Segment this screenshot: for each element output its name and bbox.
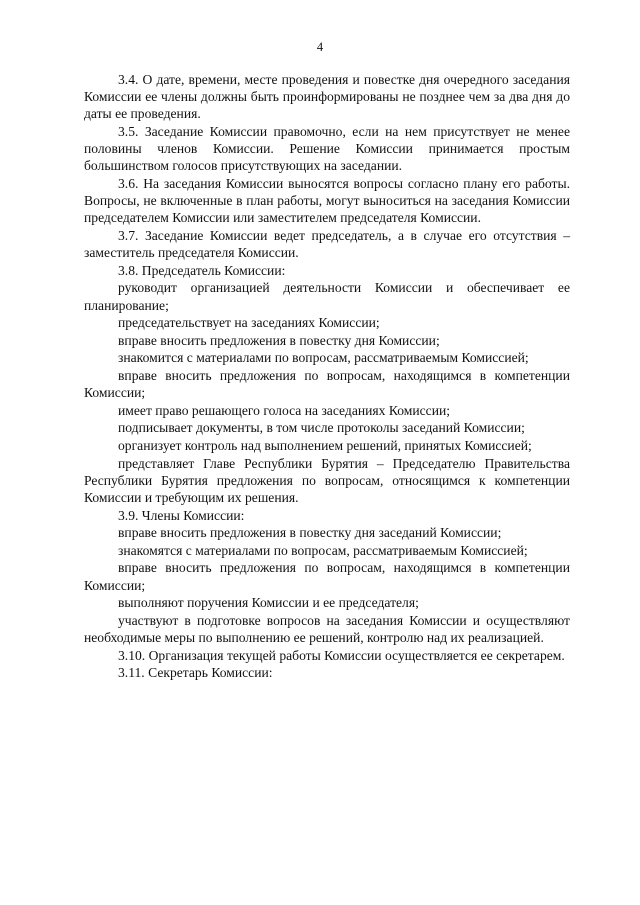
list-item: участвуют в подготовке вопросов на заседания Комиссии и осуществляют необходимые меры по выполнению ее решений, контролю над их реализацией. — [84, 612, 570, 645]
list-item: вправе вносить предложения по вопросам, находящимся в компетенции Комиссии; — [84, 560, 570, 593]
paragraph-3-10: 3.10. Организация текущей работы Комиссии осуществляется ее секретарем. — [118, 647, 565, 663]
list-item: имеет право решающего голоса на заседаниях Комиссии; — [118, 402, 451, 418]
paragraph-3-6: 3.6. На заседания Комиссии выносятся вопросы согласно плану его работы. Вопросы, не включенные в план работы, могут выноситься на заседания Комиссии председателем Комиссии или заместителем председателя Комиссии. — [84, 176, 570, 226]
paragraph-3-7: 3.7. Заседание Комиссии ведет председатель, а в случае его отсутствия – заместитель председателя Комиссии. — [84, 228, 570, 261]
page-number: 4 — [316, 40, 324, 54]
paragraph-3-8: 3.8. Председатель Комиссии: — [118, 262, 286, 278]
list-item: знакомится с материалами по вопросам, рассматриваемым Комиссией; — [118, 350, 529, 366]
paragraph-3-4: 3.4. О дате, времени, месте проведения и повестке дня очередного заседания Комиссии ее члены должны быть проинформированы не позднее чем за два дня до даты ее проведения. — [84, 72, 570, 122]
list-item: руководит организацией деятельности Комиссии и обеспечивает ее планирование; — [84, 280, 570, 313]
list-item: организует контроль над выполнением решений, принятых Комиссией; — [118, 437, 532, 453]
paragraph-3-5: 3.5. Заседание Комиссии правомочно, если на нем присутствует не менее половины членов Комиссии. Решение Комиссии принимается простым большинством голосов присутствующих на заседании. — [84, 124, 570, 174]
list-item: знакомятся с материалами по вопросам, рассматриваемым Комиссией; — [118, 542, 528, 558]
list-item: председательствует на заседаниях Комиссии; — [118, 315, 380, 331]
paragraph-3-9: 3.9. Члены Комиссии: — [118, 507, 245, 523]
list-item: выполняют поручения Комиссии и ее председателя; — [118, 595, 419, 611]
list-item: вправе вносить предложения по вопросам, находящимся в компетенции Комиссии; — [84, 367, 570, 401]
list-item: вправе вносить предложения в повестку дня Комиссии; — [118, 332, 440, 348]
list-item: представляет Главе Республики Бурятия – Председателю Правительства Республики Бурятия предложения по вопросам, относящимся к компетенции Комиссии и требующим их решения. — [84, 455, 570, 505]
list-item: подписывает документы, в том числе протоколы заседаний Комиссии; — [118, 420, 525, 436]
paragraph-3-11: 3.11. Секретарь Комиссии: — [118, 665, 273, 681]
document-body — [84, 71, 570, 682]
list-item: вправе вносить предложения в повестку дня заседаний Комиссии; — [118, 525, 502, 541]
